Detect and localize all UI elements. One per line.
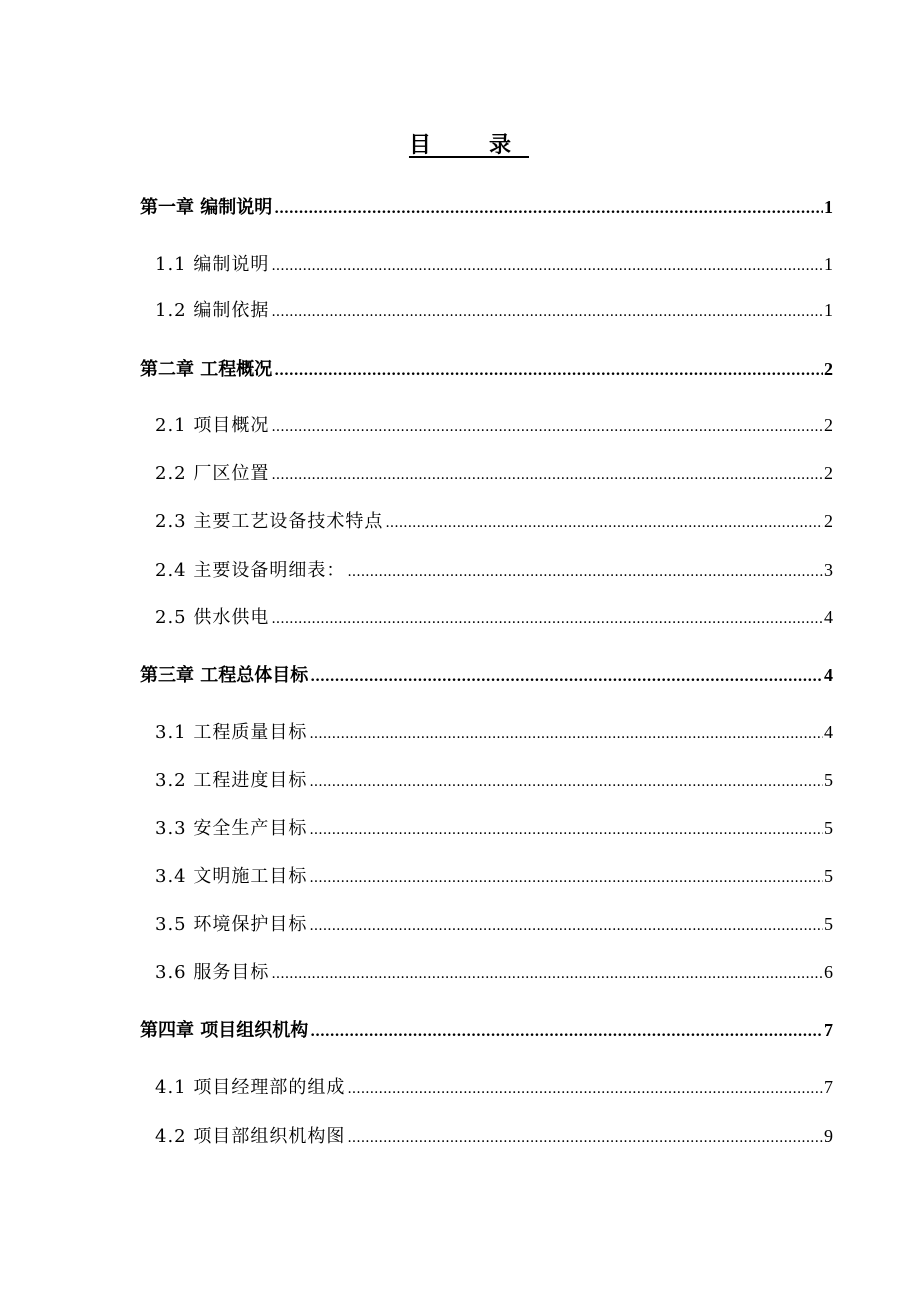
toc-chapter-entry[interactable] <box>140 661 833 689</box>
toc-entry-label: 第三章 工程总体目标 <box>140 665 309 686</box>
toc-entry-label: 1.2 编制依据 <box>155 300 270 321</box>
toc-entry-label: 4.2 项目部组织机构图 <box>155 1126 346 1147</box>
toc-page-number: 3 <box>824 560 833 580</box>
toc-chapter-entry[interactable] <box>140 1016 833 1044</box>
toc-section-entry[interactable] <box>155 862 833 890</box>
toc-dot-leader <box>309 912 823 940</box>
toc-section-entry[interactable] <box>155 250 833 278</box>
toc-section-entry[interactable] <box>155 958 833 986</box>
toc-dot-leader <box>274 195 823 223</box>
toc-entry-label: 2.5 供水供电 <box>155 607 270 628</box>
toc-dot-leader <box>309 768 823 796</box>
toc-entry-label: 1.1 编制说明 <box>155 254 270 275</box>
toc-dot-leader <box>271 298 823 326</box>
toc-page-number: 9 <box>824 1126 833 1146</box>
toc-dot-leader <box>271 252 823 280</box>
toc-section-entry[interactable] <box>155 507 833 535</box>
toc-entry-label: 2.1 项目概况 <box>155 415 270 436</box>
toc-page-number: 4 <box>824 722 833 742</box>
toc-dot-leader <box>310 663 823 691</box>
toc-section-entry[interactable] <box>155 459 833 487</box>
toc-title-text: 目 录 <box>408 132 529 158</box>
toc-section-entry[interactable] <box>155 603 833 631</box>
toc-page-number: 1 <box>824 300 833 320</box>
toc-page-number: 4 <box>824 665 833 685</box>
toc-dot-leader <box>310 1018 823 1046</box>
toc-page-number: 1 <box>824 254 833 274</box>
toc-dot-leader <box>271 605 823 633</box>
toc-dot-leader <box>309 816 823 844</box>
toc-page-number: 5 <box>824 818 833 838</box>
toc-chapter-entry[interactable] <box>140 193 833 221</box>
toc-entry-label: 3.3 安全生产目标 <box>155 818 308 839</box>
toc-page-number: 2 <box>824 463 833 483</box>
toc-page-number: 2 <box>824 511 833 531</box>
toc-page-number: 2 <box>824 359 833 379</box>
toc-dot-leader <box>271 461 823 489</box>
toc-section-entry[interactable] <box>155 556 833 584</box>
toc-section-entry[interactable] <box>155 411 833 439</box>
toc-dot-leader <box>271 960 823 988</box>
toc-entry-label: 第四章 项目组织机构 <box>140 1020 309 1041</box>
toc-section-entry[interactable] <box>155 1122 833 1150</box>
toc-entry-label: 第二章 工程概况 <box>140 359 273 380</box>
toc-page-number: 1 <box>824 197 833 217</box>
toc-entry-label: 3.4 文明施工目标 <box>155 866 308 887</box>
toc-dot-leader <box>347 1075 823 1103</box>
toc-entry-label: 3.1 工程质量目标 <box>155 722 308 743</box>
toc-section-entry[interactable] <box>155 910 833 938</box>
toc-chapter-entry[interactable] <box>140 355 833 383</box>
toc-page-number: 5 <box>824 770 833 790</box>
toc-dot-leader <box>385 509 823 537</box>
toc-page-number: 2 <box>824 415 833 435</box>
toc-dot-leader <box>271 413 823 441</box>
toc-entry-label: 3.6 服务目标 <box>155 962 270 983</box>
toc-dot-leader <box>309 720 823 748</box>
toc-dot-leader <box>347 558 823 586</box>
toc-page-number: 6 <box>824 962 833 982</box>
toc-section-entry[interactable] <box>155 814 833 842</box>
toc-section-entry[interactable] <box>155 1073 833 1101</box>
toc-section-entry[interactable] <box>155 296 833 324</box>
toc-entry-label: 3.2 工程进度目标 <box>155 770 308 791</box>
toc-dot-leader <box>309 864 823 892</box>
toc-dot-leader <box>347 1124 823 1152</box>
toc-page-number: 5 <box>824 866 833 886</box>
toc-page-number: 5 <box>824 914 833 934</box>
toc-entry-label: 第一章 编制说明 <box>140 197 273 218</box>
toc-entry-label: 2.4 主要设备明细表： <box>155 560 346 581</box>
toc-section-entry[interactable] <box>155 718 833 746</box>
toc-entry-label: 4.1 项目经理部的组成 <box>155 1077 346 1098</box>
toc-page-number: 7 <box>824 1020 833 1040</box>
toc-section-entry[interactable] <box>155 766 833 794</box>
toc-page-number: 7 <box>824 1077 833 1097</box>
toc-dot-leader <box>274 357 823 385</box>
toc-entry-label: 3.5 环境保护目标 <box>155 914 308 935</box>
toc-entry-label: 2.2 厂区位置 <box>155 463 270 484</box>
toc-page-number: 4 <box>824 607 833 627</box>
toc-entry-label: 2.3 主要工艺设备技术特点 <box>155 511 384 532</box>
